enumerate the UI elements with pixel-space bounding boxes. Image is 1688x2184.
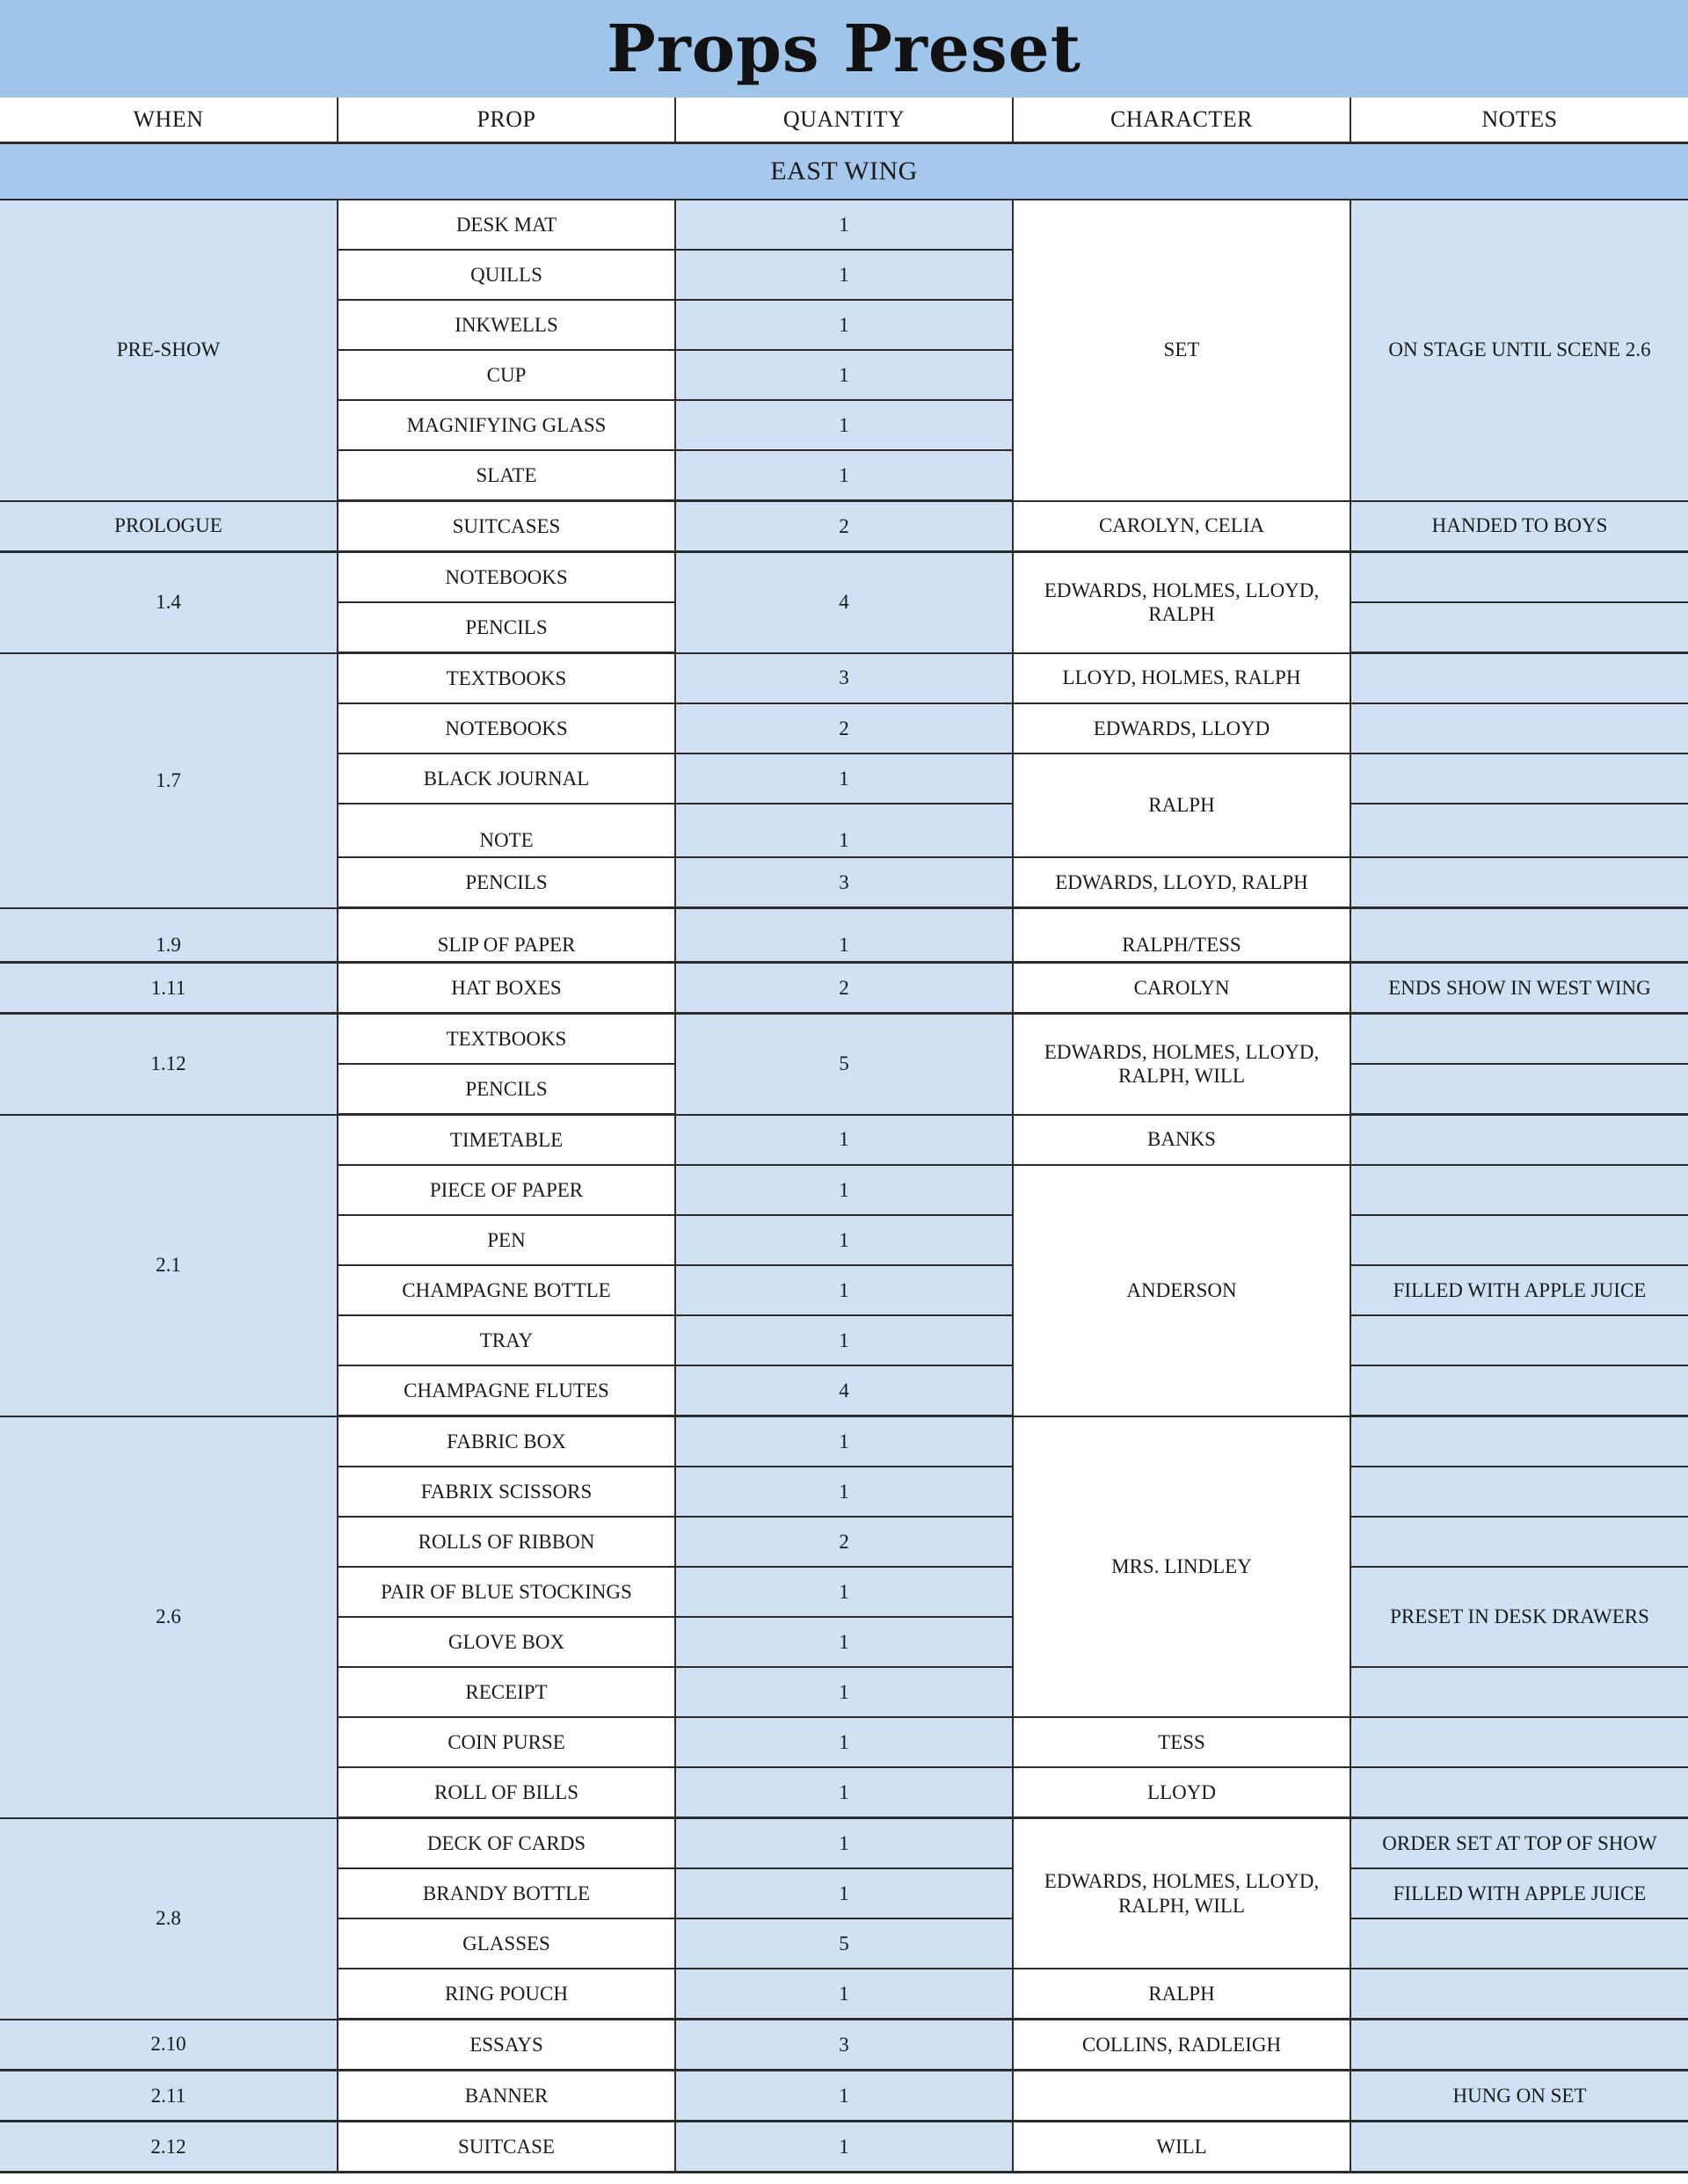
table-row [0,2122,1688,2173]
prop-cell: SUITCASE [338,2122,675,2173]
quantity-cell: 1 [675,1115,1013,1166]
quantity-cell: 1 [675,2122,1013,2173]
quantity-cell: 5 [675,1014,1013,1115]
when-cell: 1.4 [0,552,338,653]
section-east-wing: EAST WING [0,143,1688,200]
quantity-cell: 2 [675,703,1013,753]
character-cell: SET [1013,200,1350,501]
notes-cell [1350,2020,1688,2071]
quantity-cell: 1 [675,1315,1013,1365]
table-row [0,653,1688,704]
prop-cell: DESK MAT [338,200,675,250]
table-row [0,908,1688,963]
props-table [0,98,1688,2173]
quantity-cell: 5 [675,1918,1013,1969]
character-cell: ANDERSON [1013,1165,1350,1416]
notes-cell [1350,1215,1688,1265]
character-cell [1013,2071,1350,2122]
header-quantity: QUANTITY [675,98,1013,143]
prop-cell: PENCILS [338,602,675,653]
notes-cell [1350,1416,1688,1467]
prop-cell: CHAMPAGNE BOTTLE [338,1265,675,1315]
character-cell: TESS [1013,1717,1350,1767]
character-cell: EDWARDS, HOLMES, LLOYD, RALPH, WILL [1013,1818,1350,1969]
page-title: Props Preset [607,11,1081,87]
prop-cell: PENCILS [338,857,675,908]
when-cell: 1.9 [0,908,338,963]
quantity-cell: 4 [675,552,1013,653]
prop-cell: TIMETABLE [338,1115,675,1166]
quantity-cell: 1 [675,804,1013,857]
quantity-cell: 1 [675,1165,1013,1215]
prop-cell: GLOVE BOX [338,1617,675,1667]
character-cell: EDWARDS, LLOYD [1013,703,1350,753]
notes-cell [1350,1064,1688,1115]
prop-cell: NOTEBOOKS [338,703,675,753]
quantity-cell: 1 [675,2071,1013,2122]
quantity-cell: 1 [675,300,1013,350]
notes-cell [1350,1014,1688,1065]
prop-cell: ESSAYS [338,2020,675,2071]
quantity-cell: 1 [675,450,1013,501]
quantity-cell: 3 [675,857,1013,908]
notes-cell [1350,1365,1688,1416]
prop-cell: TEXTBOOKS [338,1014,675,1065]
quantity-cell: 3 [675,653,1013,704]
prop-cell: SLATE [338,450,675,501]
notes-cell: HANDED TO BOYS [1350,501,1688,552]
when-cell: 2.1 [0,1115,338,1416]
prop-cell: TEXTBOOKS [338,653,675,704]
when-cell: 1.7 [0,653,338,908]
header-row [0,98,1688,143]
character-cell: COLLINS, RADLEIGH [1013,2020,1350,2071]
notes-cell [1350,908,1688,963]
notes-cell: FILLED WITH APPLE JUICE [1350,1265,1688,1315]
prop-cell: TRAY [338,1315,675,1365]
notes-cell [1350,804,1688,857]
notes-cell [1350,1918,1688,1969]
notes-cell: ENDS SHOW IN WEST WING [1350,963,1688,1014]
header-when: WHEN [0,98,338,143]
character-cell: BANKS [1013,1115,1350,1166]
notes-cell: FILLED WITH APPLE JUICE [1350,1868,1688,1918]
table-row [0,1115,1688,1166]
when-cell: 2.11 [0,2071,338,2122]
prop-cell: PEN [338,1215,675,1265]
when-cell: 2.10 [0,2020,338,2071]
notes-cell [1350,857,1688,908]
character-cell: MRS. LINDLEY [1013,1416,1350,1718]
prop-cell: PIECE OF PAPER [338,1165,675,1215]
prop-cell: BLACK JOURNAL [338,753,675,804]
quantity-cell: 1 [675,250,1013,300]
quantity-cell: 2 [675,1517,1013,1567]
notes-cell [1350,1767,1688,1818]
quantity-cell: 1 [675,1818,1013,1869]
when-cell: 2.6 [0,1416,338,1818]
notes-cell: PRESET IN DESK DRAWERS [1350,1567,1688,1667]
quantity-cell: 1 [675,200,1013,250]
notes-cell: HUNG ON SET [1350,2071,1688,2122]
character-cell: RALPH [1013,753,1350,857]
header-prop: PROP [338,98,675,143]
quantity-cell: 1 [675,1215,1013,1265]
when-cell: 1.11 [0,963,338,1014]
table-row [0,200,1688,250]
character-cell: LLOYD [1013,1767,1350,1818]
table-row [0,552,1688,603]
header-character: CHARACTER [1013,98,1350,143]
table-row [0,2071,1688,2122]
notes-cell [1350,1517,1688,1567]
table-row [0,1818,1688,1869]
notes-cell [1350,1165,1688,1215]
character-cell: WILL [1013,2122,1350,2173]
character-cell: CAROLYN [1013,963,1350,1014]
notes-cell [1350,1115,1688,1166]
prop-cell: RECEIPT [338,1667,675,1717]
when-cell: PROLOGUE [0,501,338,552]
table-row [0,963,1688,1014]
title-bar [0,0,1688,98]
notes-cell: ORDER SET AT TOP OF SHOW [1350,1818,1688,1869]
quantity-cell: 1 [675,1467,1013,1517]
table-row [0,1014,1688,1065]
quantity-cell: 4 [675,1365,1013,1416]
prop-cell: DECK OF CARDS [338,1818,675,1869]
prop-cell: ROLL OF BILLS [338,1767,675,1818]
quantity-cell: 2 [675,501,1013,552]
notes-cell [1350,753,1688,804]
prop-cell: HAT BOXES [338,963,675,1014]
prop-cell: CUP [338,350,675,400]
notes-cell: ON STAGE UNTIL SCENE 2.6 [1350,200,1688,501]
notes-cell [1350,653,1688,704]
quantity-cell: 1 [675,350,1013,400]
notes-cell [1350,1667,1688,1717]
prop-cell: FABRIC BOX [338,1416,675,1467]
notes-cell [1350,1969,1688,2020]
prop-cell: SUITCASES [338,501,675,552]
quantity-cell: 2 [675,963,1013,1014]
table-row [0,501,1688,552]
character-cell: EDWARDS, HOLMES, LLOYD, RALPH, WILL [1013,1014,1350,1115]
quantity-cell: 1 [675,908,1013,963]
quantity-cell: 3 [675,2020,1013,2071]
quantity-cell: 1 [675,1667,1013,1717]
notes-cell [1350,1315,1688,1365]
character-cell: EDWARDS, LLOYD, RALPH [1013,857,1350,908]
notes-cell [1350,552,1688,603]
quantity-cell: 1 [675,1416,1013,1467]
character-cell: LLOYD, HOLMES, RALPH [1013,653,1350,704]
character-cell: EDWARDS, HOLMES, LLOYD, RALPH [1013,552,1350,653]
table-row [0,2020,1688,2071]
quantity-cell: 1 [675,1567,1013,1617]
prop-cell: RING POUCH [338,1969,675,2020]
prop-cell: NOTEBOOKS [338,552,675,603]
prop-cell: PENCILS [338,1064,675,1115]
prop-cell: SLIP OF PAPER [338,908,675,963]
character-cell: CAROLYN, CELIA [1013,501,1350,552]
section-row [0,143,1688,200]
prop-cell: PAIR OF BLUE STOCKINGS [338,1567,675,1617]
prop-cell: CHAMPAGNE FLUTES [338,1365,675,1416]
prop-cell: INKWELLS [338,300,675,350]
notes-cell [1350,703,1688,753]
quantity-cell: 1 [675,1868,1013,1918]
when-cell: 1.12 [0,1014,338,1115]
table-row [0,1416,1688,1467]
notes-cell [1350,1467,1688,1517]
quantity-cell: 1 [675,1969,1013,2020]
prop-cell: FABRIX SCISSORS [338,1467,675,1517]
prop-cell: QUILLS [338,250,675,300]
quantity-cell: 1 [675,1617,1013,1667]
when-cell: PRE-SHOW [0,200,338,501]
header-notes: NOTES [1350,98,1688,143]
prop-cell: GLASSES [338,1918,675,1969]
quantity-cell: 1 [675,1767,1013,1818]
prop-cell: COIN PURSE [338,1717,675,1767]
when-cell: 2.8 [0,1818,338,2020]
notes-cell [1350,2122,1688,2173]
prop-cell: MAGNIFYING GLASS [338,400,675,450]
notes-cell [1350,1717,1688,1767]
quantity-cell: 1 [675,753,1013,804]
prop-cell: BANNER [338,2071,675,2122]
prop-cell: BRANDY BOTTLE [338,1868,675,1918]
quantity-cell: 1 [675,400,1013,450]
prop-cell: NOTE [338,804,675,857]
notes-cell [1350,602,1688,653]
character-cell: RALPH [1013,1969,1350,2020]
when-cell: 2.12 [0,2122,338,2173]
quantity-cell: 1 [675,1265,1013,1315]
prop-cell: ROLLS OF RIBBON [338,1517,675,1567]
character-cell: RALPH/TESS [1013,908,1350,963]
quantity-cell: 1 [675,1717,1013,1767]
